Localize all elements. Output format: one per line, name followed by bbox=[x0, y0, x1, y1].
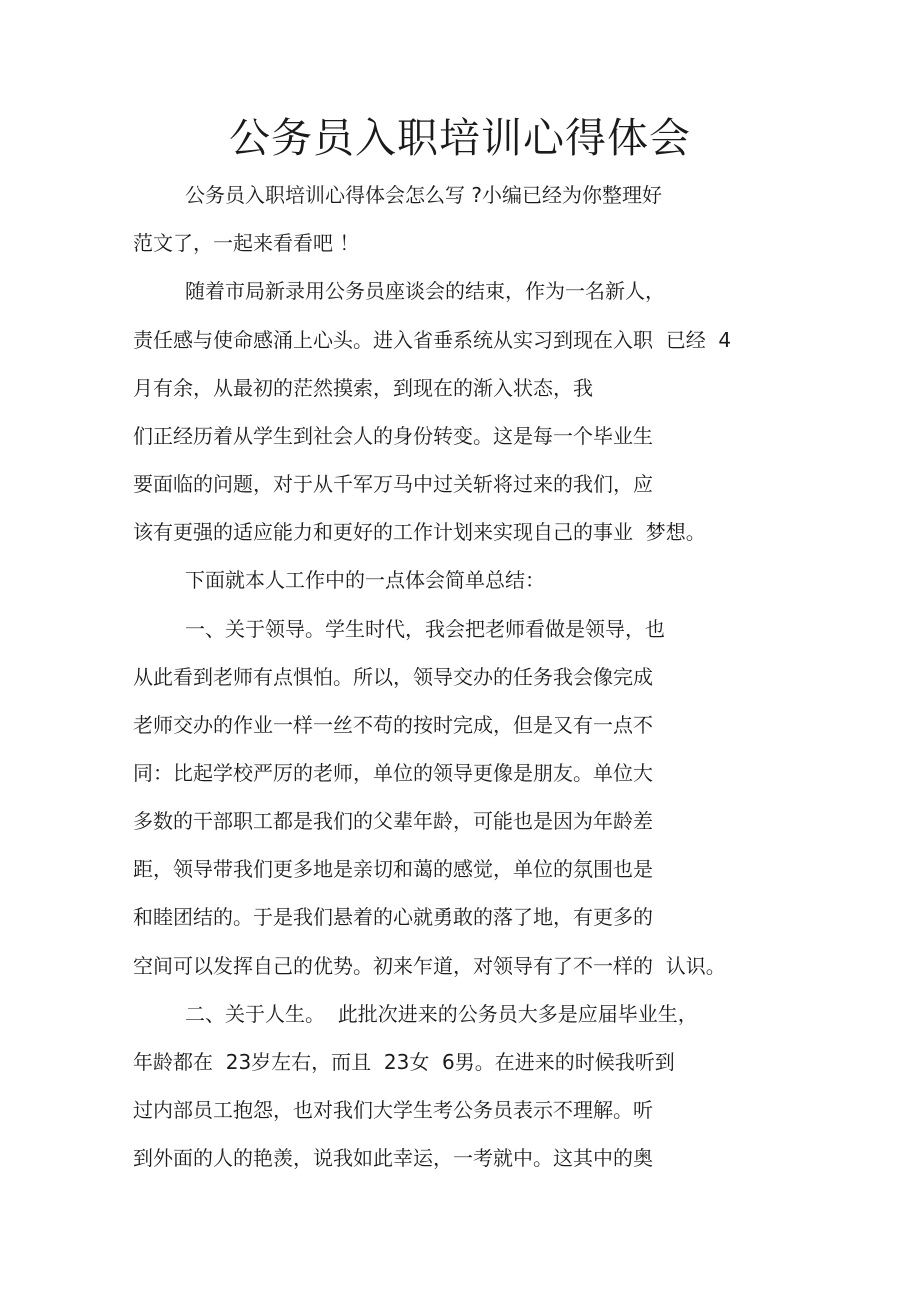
text-line: 多数的干部职工都是我们的父辈年龄，可能也是因为年龄差 bbox=[133, 809, 653, 833]
text-line: 月有余，从最初的茫然摸索，到现在的渐入状态，我 bbox=[133, 376, 593, 400]
document-title: 公务员入职培训心得体会 bbox=[229, 114, 691, 162]
text-line: 一、关于领导。学生时代，我会把老师看做是领导，也 bbox=[185, 617, 665, 641]
text-line: 距，领导带我们更多地是亲切和蔼的感觉，单位的氛围也是 bbox=[133, 857, 653, 881]
text-line: 要面临的问题，对于从千军万马中过关斩将过来的我们，应 bbox=[133, 472, 653, 496]
text-line: 从此看到老师有点惧怕。所以，领导交办的任务我会像完成 bbox=[133, 665, 653, 689]
text-line: 随着市局新录用公务员座谈会的结束，作为一名新人， bbox=[185, 279, 665, 303]
text-line: 们正经历着从学生到社会人的身份转变。这是每一个毕业生 bbox=[133, 424, 653, 448]
text-line: 老师交办的作业一样一丝不苟的按时完成，但是又有一点不 bbox=[133, 713, 653, 737]
text-line: 空间可以发挥自己的优势。初来乍道，对领导有了不一样的 认识。 bbox=[133, 954, 726, 978]
text-line: 公务员入职培训心得体会怎么写 ?小编已经为你整理好 bbox=[185, 183, 662, 207]
text-line: 责任感与使命感涌上心头。进入省垂系统从实习到现在入职 已经 4 bbox=[133, 328, 732, 352]
text-line: 下面就本人工作中的一点体会简单总结： bbox=[185, 568, 545, 592]
text-line: 同：比起学校严厉的老师，单位的领导更像是朋友。单位大 bbox=[133, 761, 653, 785]
text-line: 和睦团结的。于是我们悬着的心就勇敢的落了地，有更多的 bbox=[133, 905, 653, 929]
text-line: 该有更强的适应能力和更好的工作计划来实现自己的事业 梦想。 bbox=[133, 520, 706, 544]
text-line: 年龄都在 23岁左右，而且 23女 6男。在进来的时候我听到 bbox=[133, 1050, 675, 1074]
text-line: 二、关于人生。 此批次进来的公务员大多是应届毕业生， bbox=[185, 1002, 698, 1026]
text-line: 到外面的人的艳羡，说我如此幸运，一考就中。这其中的奥 bbox=[133, 1146, 653, 1170]
text-line: 过内部员工抱怨，也对我们大学生考公务员表示不理解。听 bbox=[133, 1098, 653, 1122]
text-line: 范文了，一起来看看吧 ！ bbox=[133, 231, 360, 255]
